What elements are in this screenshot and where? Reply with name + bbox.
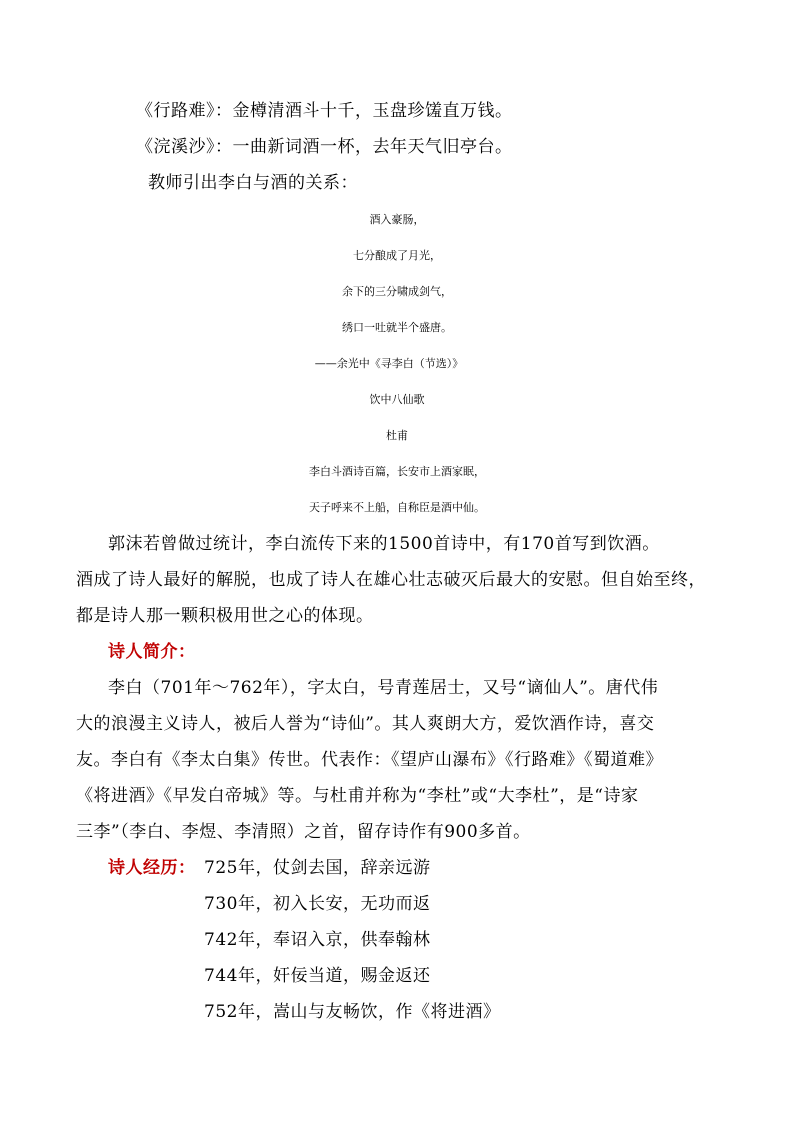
poem1-line: 七分酿成了月光， — [353, 249, 441, 262]
quote-xinglunan: 《行路难》：金樽清酒斗十千，玉盘珍馐直万钱。 — [136, 101, 513, 121]
stats-paragraph-line: 郭沫若曾做过统计，李白流传下来的1500首诗中，有170首写到饮酒。 — [108, 534, 660, 554]
teacher-intro: 教师引出李白与酒的关系： — [148, 173, 358, 193]
poem2-line: 天子呼来不上船，自称臣是酒中仙。 — [309, 501, 485, 514]
intro-line: 大的浪漫主义诗人，被后人誉为“诗仙”。其人爽朗大方，爱饮酒作诗，喜交 — [76, 714, 655, 734]
poem1-line: 余下的三分啸成剑气， — [342, 285, 452, 298]
experience-item: 725年，仗剑去国，辞亲远游 — [204, 858, 431, 878]
intro-line: 李白（701年～762年），字太白，号青莲居士，又号“谪仙人”。唐代伟 — [108, 678, 659, 698]
intro-line: 友。李白有《李太白集》传世。代表作：《望庐山瀑布》《行路难》《蜀道难》 — [76, 750, 663, 770]
experience-heading: 诗人经历： — [108, 858, 196, 878]
stats-paragraph-line: 都是诗人那一颗积极用世之心的体现。 — [76, 606, 374, 626]
intro-line: 《将进酒》《早发白帝城》等。与杜甫并称为“李杜”或“大李杜”，是“诗家 — [76, 786, 639, 806]
intro-heading: 诗人简介： — [108, 642, 196, 662]
poem2-author: 杜甫 — [386, 429, 408, 442]
experience-item: 742年，奉诏入京，供奉翰林 — [204, 930, 431, 950]
poem1-line: 酒入豪肠， — [369, 213, 425, 226]
poem1-line: 绣口一吐就半个盛唐。 — [342, 321, 452, 334]
poem2-title: 饮中八仙歌 — [369, 393, 425, 406]
stats-paragraph-line: 酒成了诗人最好的解脱，也成了诗人在雄心壮志破灭后最大的安慰。但自始至终， — [76, 570, 706, 590]
poem2-line: 李白斗酒诗百篇，长安市上酒家眠， — [309, 465, 485, 478]
experience-item: 730年，初入长安，无功而返 — [204, 894, 431, 914]
intro-line: 三李”（李白、李煜、李清照）之首，留存诗作有900多首。 — [76, 822, 531, 842]
poem1-attribution: ——余光中《寻李白（节选）》 — [314, 357, 464, 370]
experience-item: 744年，奸佞当道，赐金返还 — [204, 966, 431, 986]
quote-huanxisha: 《浣溪沙》：一曲新词酒一杯，去年天气旧亭台。 — [136, 137, 513, 157]
experience-item: 752年，嵩山与友畅饮，作《将进酒》 — [204, 1002, 501, 1022]
